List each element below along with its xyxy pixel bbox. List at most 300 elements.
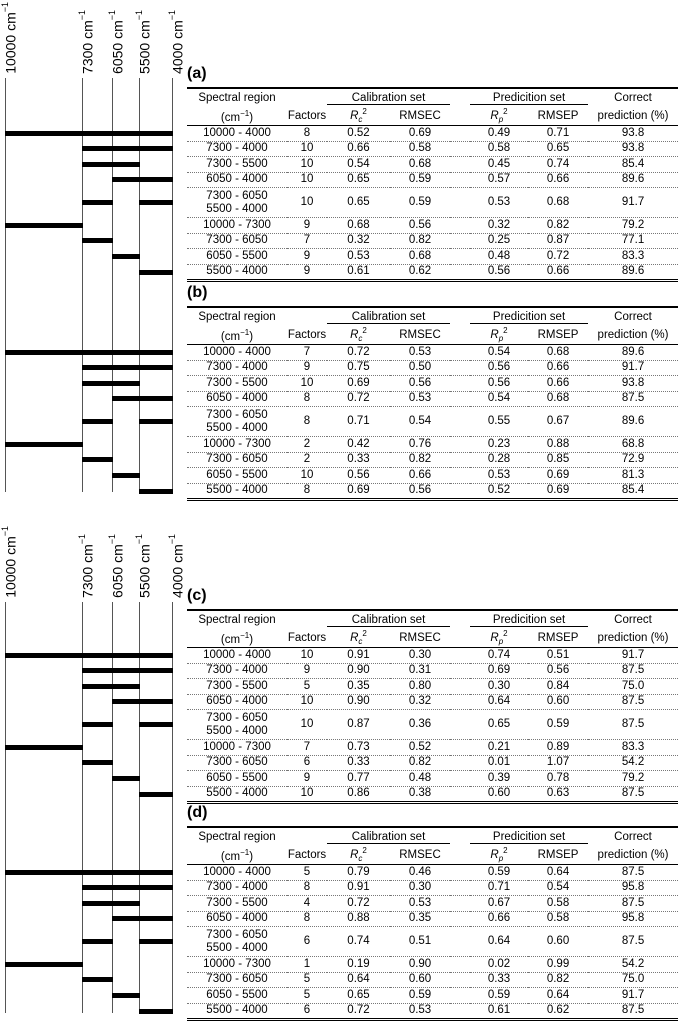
rp2: 0.45: [470, 157, 528, 173]
header-correct-2: prediction (%): [588, 846, 678, 865]
header-blank: [287, 610, 327, 629]
axis-line-6050: [112, 78, 113, 492]
rc2: 0.88: [327, 911, 390, 927]
rmsep: 0.69: [528, 483, 588, 500]
factors: 6: [287, 755, 327, 771]
spectral-region-bar: [139, 270, 173, 275]
tick-text: 5500 cm: [136, 20, 153, 74]
spectral-region: [187, 1003, 287, 1020]
region-line: 5500 - 4000: [206, 724, 268, 737]
rp2: 0.56: [470, 264, 528, 281]
rmsec: 0.30: [390, 648, 450, 664]
rc2: 0.42: [327, 437, 390, 453]
spectral-region: [187, 468, 287, 484]
correct-prediction: 79.2: [588, 771, 678, 787]
rc2: 0.65: [327, 188, 390, 218]
tick-exponent: −1: [0, 2, 10, 13]
rc2: 0.54: [327, 157, 390, 173]
calibration-set-label: Calibration set: [327, 614, 450, 627]
spectral-region-bar: [82, 457, 113, 462]
rp2: 0.33: [470, 972, 528, 988]
tick-label-4000: [165, 534, 185, 598]
rc2: 0.87: [327, 710, 390, 740]
spectral-region-bar: [82, 684, 140, 689]
rp-symbol: R: [490, 110, 499, 123]
rc-subscript: c: [358, 637, 363, 647]
unit-exp: −1: [240, 108, 250, 118]
header-spectral-region: Spectral region: [187, 827, 287, 846]
rmsec: 0.58: [390, 141, 450, 157]
table-row: [187, 188, 678, 218]
region-line: 10000 - 4000: [203, 648, 271, 661]
rmsec: 0.82: [390, 755, 450, 771]
rc2: 0.90: [327, 694, 390, 710]
header-row: [187, 610, 678, 629]
correct-prediction: 89.6: [588, 264, 678, 281]
region-line: 5500 - 4000: [206, 421, 268, 434]
rc-square: 2: [362, 846, 367, 856]
tick-text: 10000 cm: [2, 12, 19, 74]
rmsep: 0.99: [528, 957, 588, 973]
results-table: [187, 306, 678, 501]
prediction-set-label: Predicition set: [470, 311, 588, 324]
region-line: 5500 - 4000: [206, 202, 268, 215]
panel-label: (d): [187, 804, 208, 821]
header-gap: [450, 610, 470, 629]
rmsec: 0.50: [390, 360, 450, 376]
spectral-region: [187, 452, 287, 468]
factors: 7: [287, 233, 327, 249]
rmsec: 0.80: [390, 679, 450, 695]
rmsep: 0.54: [528, 880, 588, 896]
rmsep: 0.78: [528, 771, 588, 787]
rc-symbol: R: [350, 632, 359, 645]
region-line: 6050 - 5500: [206, 771, 268, 784]
rmsec: 0.46: [390, 865, 450, 881]
gap: [450, 988, 470, 1004]
table-row: [187, 249, 678, 265]
panel-label: (a): [187, 65, 207, 82]
rmsep: 0.66: [528, 376, 588, 392]
rmsec: 0.30: [390, 880, 450, 896]
rmsec: 0.56: [390, 376, 450, 392]
rc2: 0.72: [327, 896, 390, 912]
region-line: 7300 - 6050: [206, 711, 268, 724]
region-line: 7300 - 6050: [206, 973, 268, 986]
header-gap: [450, 107, 470, 126]
table-row: [187, 755, 678, 771]
spectral-region: [187, 865, 287, 881]
gap: [450, 911, 470, 927]
region-line: 7300 - 4000: [206, 664, 268, 677]
header-calibration-set: [327, 827, 450, 846]
spectral-region-bar: [82, 419, 113, 424]
rmsec: 0.69: [390, 126, 450, 142]
gap: [450, 437, 470, 453]
header-factors: Factors: [287, 326, 327, 345]
header-factors: Factors: [287, 846, 327, 865]
rmsep: 0.85: [528, 452, 588, 468]
gap: [450, 972, 470, 988]
gap: [450, 1003, 470, 1020]
table-row: [187, 1003, 678, 1020]
tick-exponent: −1: [0, 526, 10, 537]
rmsep: 0.68: [528, 188, 588, 218]
correct-prediction: 87.5: [588, 391, 678, 407]
spectral-region: [187, 911, 287, 927]
table-row: [187, 360, 678, 376]
gap: [450, 880, 470, 896]
factors: 5: [287, 988, 327, 1004]
header-unit: [187, 846, 287, 865]
correct-prediction: 87.5: [588, 1003, 678, 1020]
rmsec: 0.62: [390, 264, 450, 281]
tick-text: 7300 cm: [79, 20, 96, 74]
header-prediction-set: [470, 827, 588, 846]
correct-prediction: 89.6: [588, 407, 678, 437]
gap: [450, 483, 470, 500]
header-gap: [450, 307, 470, 326]
spectral-region: [187, 880, 287, 896]
axis-line-4000: [172, 78, 173, 492]
header-unit: [187, 629, 287, 648]
gap: [450, 710, 470, 740]
spectral-region: [187, 663, 287, 679]
rp2: 0.53: [470, 188, 528, 218]
spectral-region: [187, 126, 287, 142]
spectral-region-bar: [82, 381, 140, 386]
factors: 8: [287, 880, 327, 896]
rc2: 0.75: [327, 360, 390, 376]
spectral-region-bar: [82, 146, 173, 151]
factors: 1: [287, 957, 327, 973]
spectral-region-bar: [5, 131, 173, 136]
rmsep: 0.66: [528, 172, 588, 188]
rmsep: 0.60: [528, 927, 588, 957]
unit-open: (cm: [220, 330, 241, 343]
rp2: 0.54: [470, 345, 528, 361]
calibration-set-label: Calibration set: [327, 92, 450, 105]
rmsep: 0.63: [528, 786, 588, 803]
header-row: [187, 326, 678, 345]
region-line: 7300 - 6050: [206, 408, 268, 421]
rmsep: 0.71: [528, 126, 588, 142]
correct-prediction: 91.7: [588, 648, 678, 664]
rc2: 0.69: [327, 483, 390, 500]
region-line: 6050 - 5500: [206, 468, 268, 481]
gap: [450, 345, 470, 361]
unit-close: ): [249, 330, 254, 343]
spectral-region-bar: [139, 489, 173, 494]
header-rmsep: RMSEP: [528, 107, 588, 126]
rp2: 0.56: [470, 376, 528, 392]
rmsep: 0.66: [528, 360, 588, 376]
tick-text: 6050 cm: [109, 20, 126, 74]
rmsep: 0.82: [528, 218, 588, 234]
rp2: 0.60: [470, 786, 528, 803]
spectral-region: [187, 988, 287, 1004]
table-row: [187, 710, 678, 740]
spectral-region-bar: [139, 722, 173, 727]
spectral-region-bar: [82, 901, 140, 906]
axis-line-6050: [112, 602, 113, 1013]
rc2: 0.72: [327, 1003, 390, 1020]
rc2: 0.61: [327, 264, 390, 281]
tick-text: 4000 cm: [169, 544, 186, 598]
correct-prediction: 87.5: [588, 786, 678, 803]
spectral-region-bar: [82, 365, 173, 370]
rmsec: 0.53: [390, 391, 450, 407]
gap: [450, 249, 470, 265]
header-blank: [287, 827, 327, 846]
tick-label-5500: [132, 534, 152, 598]
header-spectral-region: Spectral region: [187, 88, 287, 107]
axis-line-10000: [5, 78, 6, 492]
header-correct: Correct: [588, 827, 678, 846]
header-rmsep: RMSEP: [528, 846, 588, 865]
header-correct: Correct: [588, 307, 678, 326]
rp2: 0.55: [470, 407, 528, 437]
tick-exponent: −1: [167, 534, 177, 545]
rc2: 0.79: [327, 865, 390, 881]
rmsec: 0.38: [390, 786, 450, 803]
table-row: [187, 126, 678, 142]
correct-prediction: 83.3: [588, 249, 678, 265]
rc2: 0.72: [327, 391, 390, 407]
header-rp2: [470, 846, 528, 865]
header-calibration-set: [327, 88, 450, 107]
gap: [450, 126, 470, 142]
factors: 9: [287, 360, 327, 376]
table-row: [187, 264, 678, 281]
rp-subscript: p: [498, 637, 504, 647]
factors: 10: [287, 694, 327, 710]
correct-prediction: 68.8: [588, 437, 678, 453]
rc2: 0.90: [327, 663, 390, 679]
rc2: 0.52: [327, 126, 390, 142]
factors: 10: [287, 157, 327, 173]
rmsep: 0.88: [528, 437, 588, 453]
rc2: 0.73: [327, 740, 390, 756]
correct-prediction: 54.2: [588, 755, 678, 771]
rp-square: 2: [503, 107, 508, 117]
spectral-region: [187, 407, 287, 437]
rp2: 0.71: [470, 880, 528, 896]
spectral-region: [187, 360, 287, 376]
results-table: [187, 826, 678, 1021]
spectral-region-bar: [112, 396, 173, 401]
table-row: [187, 172, 678, 188]
region-line: 7300 - 5500: [206, 679, 268, 692]
table-row: [187, 391, 678, 407]
results-table: [187, 87, 678, 282]
region-line: 6050 - 5500: [206, 988, 268, 1001]
factors: 2: [287, 437, 327, 453]
correct-prediction: 75.0: [588, 972, 678, 988]
header-blank: [287, 88, 327, 107]
rmsec: 0.66: [390, 468, 450, 484]
rmsep: 0.59: [528, 710, 588, 740]
spectral-region: [187, 927, 287, 957]
rp2: 0.53: [470, 468, 528, 484]
results-table: [187, 609, 678, 804]
factors: 8: [287, 391, 327, 407]
table-row: [187, 927, 678, 957]
spectral-region-bar: [5, 962, 83, 967]
rmsep: 0.87: [528, 233, 588, 249]
spectral-region-bar: [82, 668, 173, 673]
correct-prediction: 72.9: [588, 452, 678, 468]
rc2: 0.53: [327, 249, 390, 265]
rp2: 0.69: [470, 663, 528, 679]
prediction-set-label: Predicition set: [470, 831, 588, 844]
unit-close: ): [249, 111, 254, 124]
rmsec: 0.59: [390, 188, 450, 218]
factors: 8: [287, 126, 327, 142]
rc2: 0.69: [327, 376, 390, 392]
table-row: [187, 218, 678, 234]
factors: 10: [287, 648, 327, 664]
correct-prediction: 77.1: [588, 233, 678, 249]
header-rmsep: RMSEP: [528, 326, 588, 345]
spectral-region: [187, 957, 287, 973]
rc2: 0.64: [327, 972, 390, 988]
rmsec: 0.31: [390, 663, 450, 679]
tick-text: 6050 cm: [109, 544, 126, 598]
gap: [450, 233, 470, 249]
rc2: 0.77: [327, 771, 390, 787]
spectral-region: [187, 679, 287, 695]
region-line: 7300 - 4000: [206, 881, 268, 894]
gap: [450, 927, 470, 957]
region-line: 6050 - 5500: [206, 249, 268, 262]
rc2: 0.32: [327, 233, 390, 249]
gap: [450, 755, 470, 771]
region-line: 7300 - 6050: [206, 234, 268, 247]
rp-symbol: R: [490, 849, 499, 862]
header-rc2: [327, 846, 390, 865]
rp-square: 2: [503, 629, 508, 639]
factors: 8: [287, 407, 327, 437]
gap: [450, 172, 470, 188]
panel-label: (c): [187, 587, 207, 604]
header-rp2: [470, 107, 528, 126]
header-rp2: [470, 629, 528, 648]
factors: 4: [287, 896, 327, 912]
table-row: [187, 786, 678, 803]
rc-square: 2: [362, 629, 367, 639]
table-row: [187, 972, 678, 988]
rmsep: 0.69: [528, 468, 588, 484]
gap: [450, 188, 470, 218]
rp2: 0.61: [470, 1003, 528, 1020]
rmsep: 0.64: [528, 988, 588, 1004]
correct-prediction: 93.8: [588, 126, 678, 142]
correct-prediction: 91.7: [588, 988, 678, 1004]
rp-subscript: p: [498, 115, 504, 125]
gap: [450, 141, 470, 157]
factors: 9: [287, 249, 327, 265]
factors: 9: [287, 218, 327, 234]
correct-prediction: 87.5: [588, 927, 678, 957]
unit-close: ): [249, 633, 254, 646]
tick-text: 10000 cm: [2, 536, 19, 598]
spectral-region: [187, 755, 287, 771]
spectral-region-bar: [82, 760, 113, 765]
correct-prediction: 79.2: [588, 218, 678, 234]
table-row: [187, 911, 678, 927]
gap: [450, 452, 470, 468]
header-blank: [287, 307, 327, 326]
factors: 10: [287, 710, 327, 740]
rc2: 0.56: [327, 468, 390, 484]
rp2: 0.25: [470, 233, 528, 249]
spectral-region-bar: [82, 939, 113, 944]
table-row: [187, 740, 678, 756]
axis-line-7300: [82, 78, 83, 492]
table-row: [187, 988, 678, 1004]
header-gap: [450, 629, 470, 648]
gap: [450, 679, 470, 695]
rc-symbol: R: [350, 849, 359, 862]
header-gap: [450, 846, 470, 865]
rc2: 0.91: [327, 648, 390, 664]
correct-prediction: 89.6: [588, 172, 678, 188]
rp2: 0.01: [470, 755, 528, 771]
tick-label-4000: [165, 10, 185, 74]
rc2: 0.19: [327, 957, 390, 973]
rc-square: 2: [362, 326, 367, 336]
spectral-region-bar: [5, 350, 173, 355]
spectral-region: [187, 376, 287, 392]
rc2: 0.74: [327, 927, 390, 957]
rmsep: 0.68: [528, 391, 588, 407]
tick-label-5500: [132, 10, 152, 74]
rp2: 0.64: [470, 927, 528, 957]
gap: [450, 663, 470, 679]
rmsep: 0.60: [528, 694, 588, 710]
rc2: 0.68: [327, 218, 390, 234]
rmsep: 0.84: [528, 679, 588, 695]
gap: [450, 218, 470, 234]
rp-square: 2: [503, 846, 508, 856]
spectral-region-bar: [5, 653, 173, 658]
rc2: 0.86: [327, 786, 390, 803]
rc2: 0.33: [327, 755, 390, 771]
rmsep: 0.66: [528, 264, 588, 281]
correct-prediction: 87.5: [588, 896, 678, 912]
spectral-region: [187, 264, 287, 281]
header-unit: [187, 107, 287, 126]
table-row: [187, 233, 678, 249]
spectral-region: [187, 157, 287, 173]
header-rmsec: RMSEC: [390, 326, 450, 345]
rc2: 0.72: [327, 345, 390, 361]
spectral-region-bar: [112, 776, 140, 781]
table-row: [187, 957, 678, 973]
header-rmsec: RMSEC: [390, 846, 450, 865]
header-rmsep: RMSEP: [528, 629, 588, 648]
header-correct: Correct: [588, 610, 678, 629]
spectral-region-bar: [5, 870, 173, 875]
rp2: 0.02: [470, 957, 528, 973]
rc2: 0.65: [327, 172, 390, 188]
region-line: 7300 - 4000: [206, 142, 268, 155]
rp2: 0.48: [470, 249, 528, 265]
rmsep: 0.68: [528, 345, 588, 361]
region-line: 7300 - 5500: [206, 896, 268, 909]
rp2: 0.74: [470, 648, 528, 664]
